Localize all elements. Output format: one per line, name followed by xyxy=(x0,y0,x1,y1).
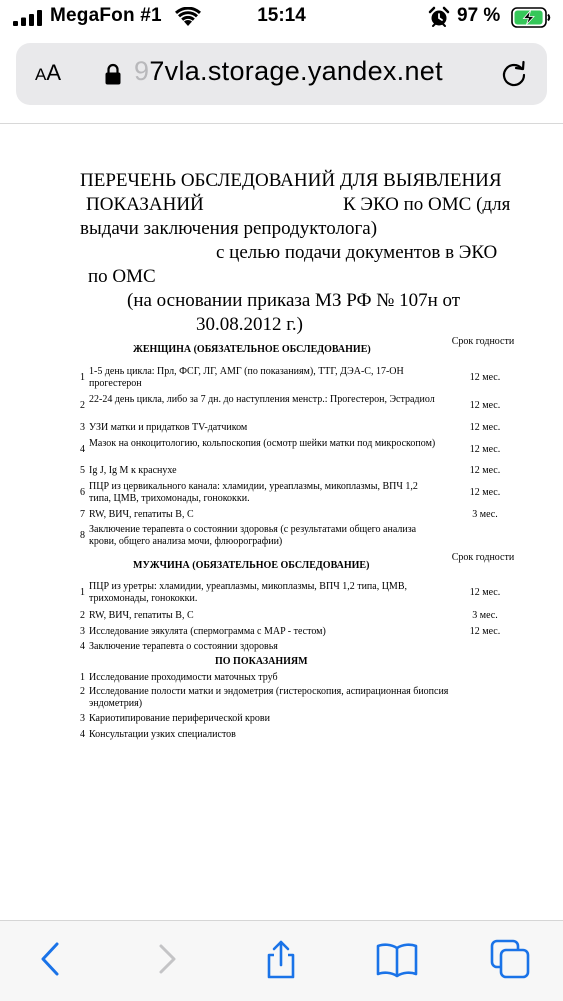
doc-title-line: с целью подачи документов в ЭКО xyxy=(216,242,498,263)
indications-section-heading: ПО ПОКАЗАНИЯМ xyxy=(215,656,308,667)
share-icon[interactable] xyxy=(261,939,301,979)
men-section-heading: МУЖЧИНА (ОБЯЗАТЕЛЬНОЕ ОБСЛЕДОВАНИЕ) xyxy=(133,560,370,571)
reload-icon[interactable] xyxy=(499,59,529,89)
lock-icon xyxy=(104,63,122,85)
bottom-toolbar xyxy=(0,920,563,1001)
expiry-column-header: Срок годности xyxy=(451,336,515,347)
battery-charging-icon xyxy=(511,7,551,28)
carrier-name: MegaFon #1 xyxy=(50,5,162,26)
expiry-column-header: Срок годности xyxy=(451,552,515,563)
doc-title-line: К ЭКО по ОМС (для xyxy=(343,194,511,215)
doc-title-line: выдачи заключения репродуктолога) xyxy=(80,218,378,239)
url-text[interactable]: 97vla.storage.yandex.net xyxy=(134,56,443,86)
alarm-icon xyxy=(428,6,450,28)
women-section-heading: ЖЕНЩИНА (ОБЯЗАТЕЛЬНОЕ ОБСЛЕДОВАНИЕ) xyxy=(133,344,371,355)
status-bar xyxy=(0,0,563,36)
tabs-icon[interactable] xyxy=(490,939,530,979)
battery-percent: 97 % xyxy=(457,5,501,26)
clock-time: 15:14 xyxy=(257,5,306,26)
forward-icon[interactable] xyxy=(148,939,188,979)
doc-title-line: по ОМС xyxy=(88,266,156,287)
bookmarks-icon[interactable] xyxy=(376,939,418,979)
text-size-button[interactable]: AA xyxy=(35,60,62,85)
doc-title-line: ПЕРЕЧЕНЬ ОБСЛЕДОВАНИЙ ДЛЯ ВЫЯВЛЕНИЯ xyxy=(80,170,502,191)
document-page: ПЕРЕЧЕНЬ ОБСЛЕДОВАНИЙ ДЛЯ ВЫЯВЛЕНИЯ ПОКАЗАНИЙ К ЭКО по ОМС (для выдачи заключения репродуктолога) с целью подачи документов в ЭКО по ОМС (на основании приказа МЗ РФ № 107н от 30.08.2012 г.) ЖЕНЩИНА (ОБЯЗАТЕЛЬНОЕ ОБСЛЕДОВАНИЕ) Срок годности 1 1-5 день цикла: Прл, ФСГ, ЛГ, АМГ (по показаниям), ТТГ, ДЭА-С, 17-ОН прогестерон 12 мес. 2 22-24 день цикла, либо за 7 дн. до наступления менстр.: Прогестерон, Эстрадиол 12 мес. 3 УЗИ матки и придатков TV-датчиком 12 мес. 4 Мазок на онкоцитологию, кольпоскопия (осмотр шейки матки под микроскопом) 12 мес. 5 Ig J, Ig M к краснухе 12 мес. 6 ПЦР из цервикального канала: хламидии, уреаплазмы, микоплазмы, ВПЧ 1,2 типа, ЦМВ, трихомонады, гонококки. 12 мес. 7 RW, ВИЧ, гепатиты В, С 3 мес. 8 Заключение терапевта о состоянии здоровья (с результатами общего анализа крови, общего анализа мочи, флюорографии) МУЖЧИНА (ОБЯЗАТЕЛЬНОЕ ОБСЛЕДОВАНИЕ) Срок годности 1 ПЦР из уретры: хламидии, уреаплазмы, микоплазмы, ВПЧ 1,2 типа, ЦМВ, трихомонады, гонококки. 12 мес. 2 RW, ВИЧ, гепатиты В, С 3 мес. 3 Исследование эякулята (спермограмма с MAP - тестом) 12 мес. 4 Заключение терапевта о состоянии здоровья ПО ПОКАЗАНИЯМ 1 Исследование проходимости маточных труб 2 Исследование полости матки и эндометрия (гистероскопия, аспирационная биопсия эндометрия) 3 Кариотипирование периферической крови 4 Консультации узких специалистов xyxy=(0,124,563,920)
doc-title-line: (на основании приказа МЗ РФ № 107н от xyxy=(127,290,461,311)
back-icon[interactable] xyxy=(30,939,70,979)
doc-title-line: 30.08.2012 г.) xyxy=(196,314,303,335)
doc-title-line: ПОКАЗАНИЙ xyxy=(86,194,204,215)
address-bar[interactable] xyxy=(16,43,547,105)
